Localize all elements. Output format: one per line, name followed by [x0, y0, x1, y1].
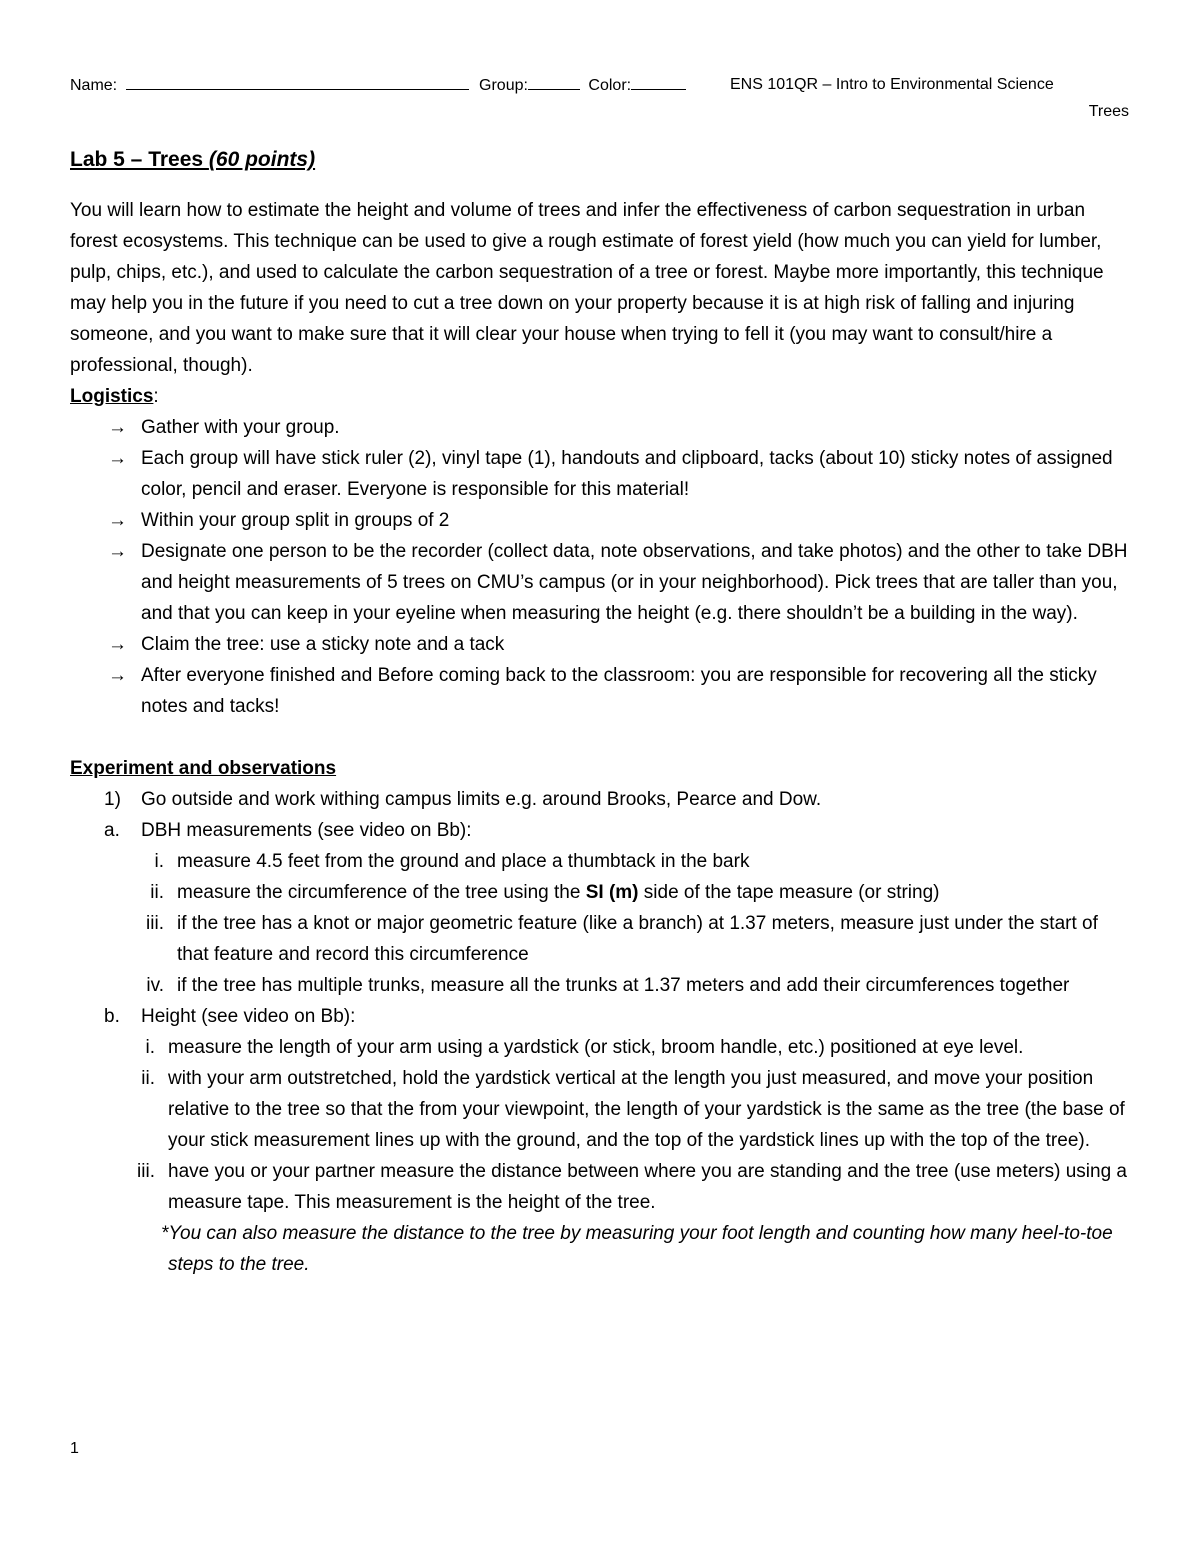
step-a-iii: iii. if the tree has a knot or major geometric feature (like a branch) at 1.37 meters, measure just under the start of that feature and record this circumference [146, 913, 1098, 965]
list-item: → Designate one person to be the recorder (collect data, note observations, and take photos) and the other to take DBH and height measurements of 5 trees on CMU’s campus (or in your neighborhood). Pick trees that are taller than you, and that you can keep in your eyeline when measuring the height (e.g. there shouldn’t be a building in the way). [70, 536, 1132, 629]
title-main: Lab 5 – Trees [70, 148, 209, 171]
experiment-heading: Experiment and observations [70, 758, 337, 779]
intro-paragraph: You will learn how to estimate the height and volume of trees and infer the effectiveness of carbon sequestration in urban forest ecosystems. This technique can be used to give a rough estimate of forest yield (how much you can yield for lumber, pulp, chips, etc.), and used to calculate the carbon sequestration of a tree or forest. Maybe more importantly, this technique may help you in the future if you need to cut a tree down on your property because it is at high risk of falling and injuring someone, and you want to make sure that it will clear your house when trying to fell it (you may want to consult/hire a professional, though). [70, 200, 1104, 376]
logistics-heading-text: Logistics [70, 386, 154, 407]
logistics-heading [70, 381, 1132, 412]
list-item: → Gather with your group. [70, 412, 1132, 443]
page-number: 1 [70, 1440, 79, 1457]
color-blank[interactable] [631, 74, 686, 90]
step-a-i: i. measure 4.5 feet from the ground and place a thumbtack in the bark [154, 851, 750, 872]
arrow-bullet: → [108, 634, 127, 655]
step-1: 1) Go outside and work withing campus limits e.g. around Brooks, Pearce and Dow. [104, 789, 822, 810]
list-item: → Each group will have stick ruler (2), vinyl tape (1), handouts and clipboard, tacks (about 10) sticky notes of assigned color, pencil and eraser. Everyone is responsible for this material! [70, 443, 1132, 505]
step-b-iii: iii. have you or your partner measure the distance between where you are standing and the tree (use meters) using a measure tape. This measurement is the height of the tree. [137, 1161, 1127, 1213]
step-a-iv: iv. if the tree has multiple trunks, measure all the trunks at 1.37 meters and add their circumferences together [146, 975, 1070, 996]
lab-body [70, 195, 1132, 1280]
list-item: → After everyone finished and Before coming back to the classroom: you are responsible for recovering all the sticky notes and tacks! [70, 660, 1132, 722]
step-b: b. Height (see video on Bb): [104, 1006, 356, 1027]
group-blank[interactable] [528, 74, 580, 90]
logistics-colon: : [153, 386, 159, 407]
group-label: Group: [479, 77, 528, 94]
list-item: → Within your group split in groups of 2 [70, 505, 1132, 536]
arrow-bullet: → [108, 448, 127, 469]
step-b-i: i. measure the length of your arm using a yardstick (or stick, broom handle, etc.) positioned at eye level. [145, 1037, 1024, 1058]
step-a: a. DBH measurements (see video on Bb): [104, 820, 472, 841]
step-b-ii: ii. with your arm outstretched, hold the yardstick vertical at the length you just measured, and move your position relative to the tree so that the from your viewpoint, the length of your yardstick is the same as the tree (the base of your stick measurement lines up with the ground, and the top of the yardstick lines up with the top of the tree). [141, 1068, 1125, 1151]
title-points: (60 points) [208, 148, 316, 171]
arrow-bullet: → [108, 417, 127, 438]
arrow-bullet: → [108, 510, 127, 531]
header-line [70, 74, 1130, 97]
header-topic: Trees [1088, 103, 1129, 120]
arrow-bullet: → [108, 665, 127, 686]
name-blank[interactable] [126, 74, 469, 90]
page-title [70, 146, 315, 174]
list-item: → Claim the tree: use a sticky note and a tack [70, 629, 1132, 660]
step-a-ii: ii. measure the circumference of the tree using the SI (m) side of the tape measure (or string) [150, 882, 940, 903]
color-label: Color: [588, 77, 632, 94]
course-title: ENS 101QR – Intro to Environmental Science [730, 76, 1054, 93]
name-label: Name: [70, 77, 118, 94]
italic-note: *You can also measure the distance to the tree by measuring your foot length and counting how many heel-to-toe steps to the tree. [161, 1223, 1113, 1275]
spacer [70, 722, 1132, 753]
arrow-bullet: → [108, 541, 127, 562]
